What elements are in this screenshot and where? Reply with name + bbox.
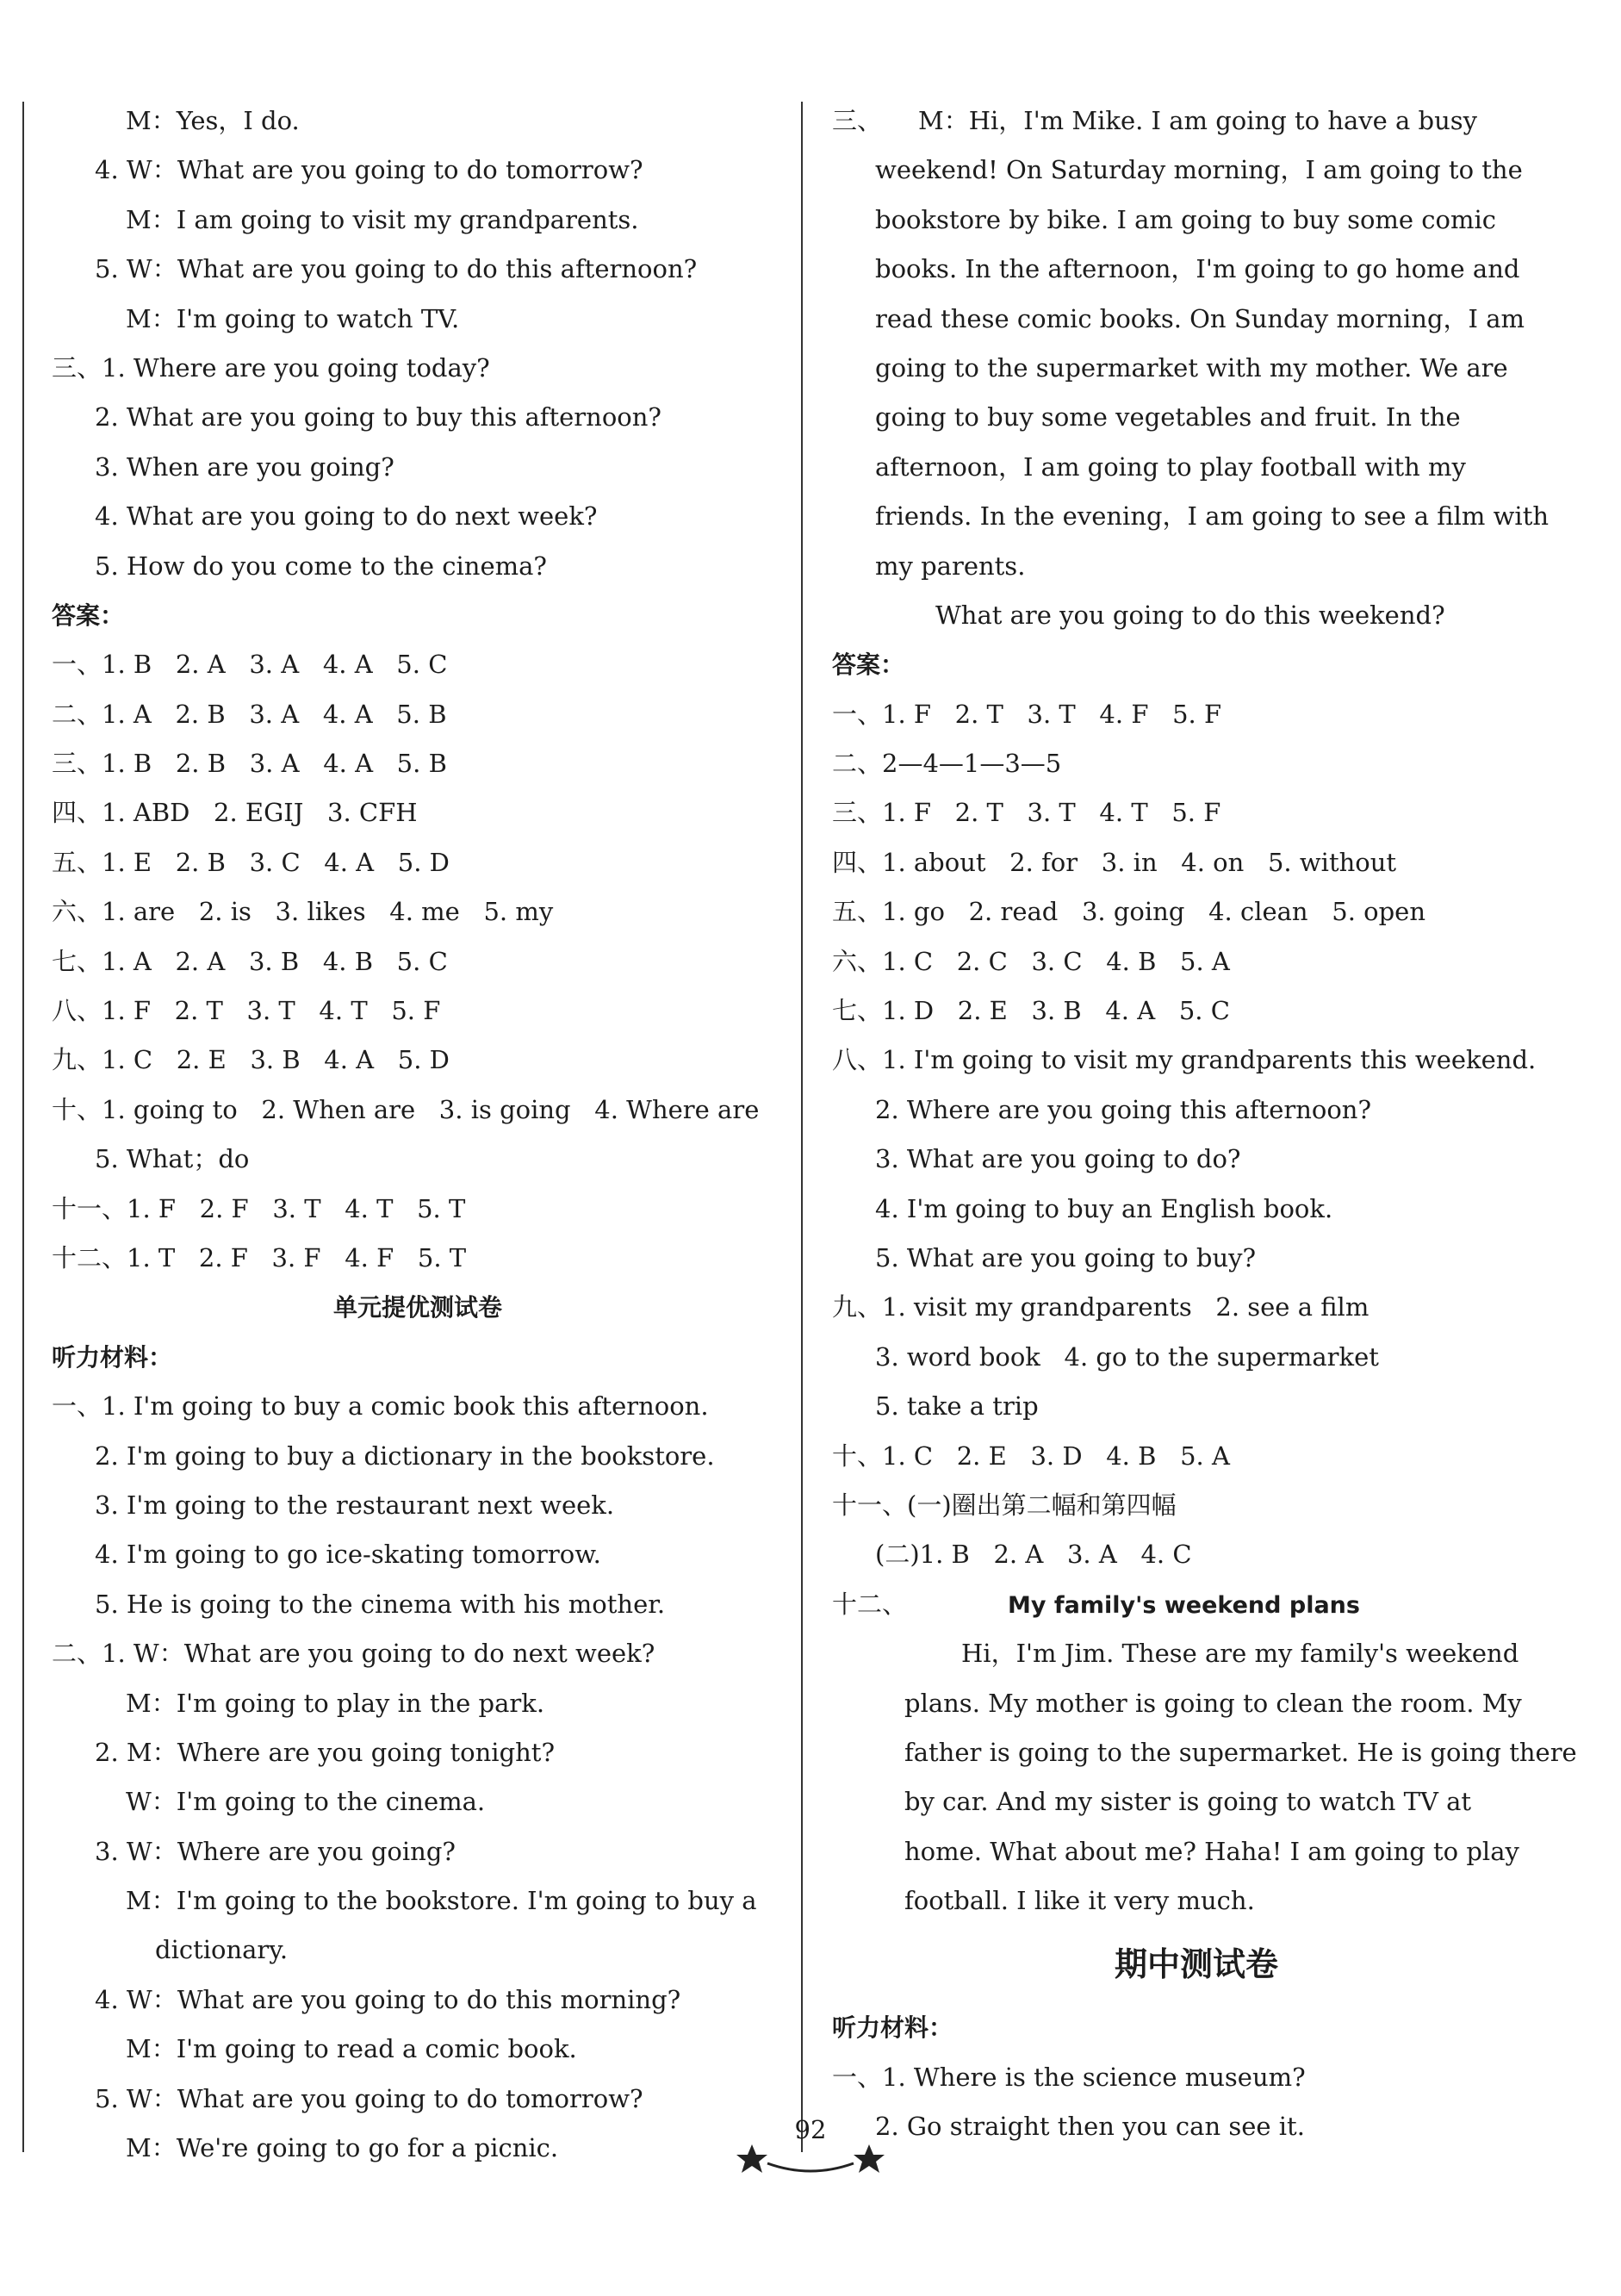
text-line: 4. What are you going to do next week?: [95, 501, 598, 532]
answer-line: 5. take a trip: [875, 1391, 1039, 1422]
answer-line: (二)1. B 2. A 3. A 4. C: [875, 1540, 1192, 1570]
essay-title: My family's weekend plans: [1008, 1591, 1360, 1619]
text-line: 3. I'm going to the restaurant next week.: [95, 1490, 615, 1520]
answer-line: 八、1. I'm going to visit my grandparents this weekend.: [832, 1045, 1537, 1075]
essay-line: by car. And my sister is going to watch TV at: [904, 1787, 1472, 1817]
text-line: M：I'm going to play in the park.: [126, 1688, 545, 1718]
page-footer: [0, 2115, 1621, 2182]
answer-line: 5. What；do: [95, 1144, 250, 1174]
text-line: M：I'm going to watch TV.: [126, 303, 460, 333]
text-line: 3. W：Where are you going?: [95, 1836, 456, 1866]
text-line: 2. I'm going to buy a dictionary in the bookstore.: [95, 1440, 715, 1471]
text-line: 4. I'm going to go ice-skating tomorrow.: [95, 1540, 601, 1570]
answer-line: 一、1. F 2. T 3. T 4. F 5. F: [832, 699, 1222, 729]
answer-line: 十二、1. T 2. F 3. F 4. F 5. T: [52, 1242, 467, 1272]
answer-line: 4. I'm going to buy an English book.: [875, 1193, 1333, 1223]
text-line: 5. He is going to the cinema with his mother.: [95, 1589, 666, 1619]
answer-line: 七、1. A 2. A 3. B 4. B 5. C: [52, 946, 448, 976]
passage-line: my parents.: [875, 551, 1026, 581]
text-line: 一、1. Where is the science museum?: [832, 2062, 1306, 2092]
text-line: W：I'm going to the cinema.: [126, 1787, 486, 1817]
essay-line: football. I like it very much.: [904, 1886, 1255, 1916]
answer-line: 四、1. ABD 2. EGIJ 3. CFH: [52, 798, 418, 828]
answer-line: 三、1. F 2. T 3. T 4. T 5. F: [832, 798, 1221, 828]
passage-line: bookstore by bike. I am going to buy some comic: [875, 204, 1497, 234]
answer-line: 十、1. going to 2. When are 3. is going 4. Where are: [52, 1094, 760, 1124]
passage-line: read these comic books. On Sunday morning，I am: [875, 303, 1525, 333]
passage-line: books. In the afternoon，I'm going to go home and: [875, 254, 1520, 284]
text-line: 二、1. W：What are you going to do next week?: [52, 1639, 655, 1669]
text-line: M：I'm going to the bookstore. I'm going to buy a: [126, 1886, 757, 1916]
listening-heading: 听力材料：: [52, 1342, 173, 1372]
answer-line: 九、1. visit my grandparents 2. see a film: [832, 1292, 1369, 1322]
answers-heading: 答案：: [52, 600, 125, 630]
text-line: 2. M：Where are you going tonight?: [95, 1737, 556, 1767]
right-column: [832, 96, 1577, 2152]
answer-line: 十、1. C 2. E 3. D 4. B 5. A: [832, 1440, 1230, 1471]
answer-line: 三、1. B 2. B 3. A 4. A 5. B: [52, 749, 447, 779]
answer-line: 一、1. B 2. A 3. A 4. A 5. C: [52, 650, 448, 680]
essay-line: home. What about me? Haha! I am going to play: [904, 1836, 1519, 1866]
text-line: 三、1. Where are you going today?: [52, 352, 490, 383]
answer-line: 六、1. are 2. is 3. likes 4. me 5. my: [52, 897, 554, 927]
answers-heading: 答案：: [832, 650, 905, 680]
section-title: 单元提优测试卷: [332, 1293, 502, 1322]
listening-heading: 听力材料：: [832, 2013, 953, 2043]
text-line: M：I'm going to read a comic book.: [126, 2034, 577, 2064]
answer-line: 3. word book 4. go to the supermarket: [875, 1341, 1379, 1372]
essay-line: Hi，I'm Jim. These are my family's weekend: [961, 1639, 1519, 1669]
answer-line: 2. Where are you going this afternoon?: [875, 1094, 1372, 1124]
answer-line: 3. What are you going to do?: [875, 1144, 1241, 1174]
text-line: M：Yes，I do.: [126, 106, 300, 135]
answer-line: 四、1. about 2. for 3. in 4. on 5. without: [832, 847, 1397, 877]
text-line: 5. W：What are you going to do tomorrow?: [95, 2083, 643, 2113]
passage-line: M：Hi，I'm Mike. I am going to have a busy: [918, 106, 1478, 135]
answer-line: 五、1. E 2. B 3. C 4. A 5. D: [52, 847, 450, 877]
answer-line: 八、1. F 2. T 3. T 4. T 5. F: [52, 996, 441, 1026]
text-line: M：We're going to go for a picnic.: [126, 2133, 559, 2163]
passage-line: weekend! On Saturday morning，I am going to the: [875, 155, 1523, 185]
passage-question: What are you going to do this weekend?: [935, 600, 1445, 630]
passage-line: friends. In the evening，I am going to see a film with: [875, 501, 1550, 532]
star-swoosh-icon: [733, 2141, 888, 2179]
answer-line: 九、1. C 2. E 3. B 4. A 5. D: [52, 1045, 450, 1075]
answer-line: 十一、1. F 2. F 3. T 4. T 5. T: [52, 1193, 466, 1223]
section-label: 十二、: [832, 1589, 908, 1619]
answer-line: 七、1. D 2. E 3. B 4. A 5. C: [832, 996, 1230, 1026]
text-line: 4. W：What are you going to do this morning?: [95, 1984, 681, 2014]
section-label: 三、: [832, 106, 883, 135]
answer-line: 六、1. C 2. C 3. C 4. B 5. A: [832, 946, 1230, 976]
text-line: 3. When are you going?: [95, 451, 394, 482]
essay-line: plans. My mother is going to clean the room. My: [904, 1688, 1522, 1718]
answer-line: 十一、(一)圈出第二幅和第四幅: [832, 1490, 1177, 1520]
text-line: 5. How do you come to the cinema?: [95, 551, 547, 581]
text-line: 2. What are you going to buy this afternoon?: [95, 402, 661, 432]
passage-line: going to buy some vegetables and fruit. In the: [875, 402, 1461, 432]
answer-line: 二、1. A 2. B 3. A 4. A 5. B: [52, 699, 447, 729]
text-line: 4. W：What are you going to do tomorrow?: [95, 155, 643, 185]
column-divider: [801, 102, 803, 2152]
answer-line: 5. What are you going to buy?: [875, 1242, 1257, 1272]
answer-line: 五、1. go 2. read 3. going 4. clean 5. open: [832, 897, 1426, 927]
text-line: 5. W：What are you going to do this afternoon?: [95, 254, 698, 284]
text-line: 一、1. I'm going to buy a comic book this afternoon.: [52, 1391, 709, 1422]
page-number: 92: [794, 2115, 827, 2144]
text-line: dictionary.: [155, 1935, 289, 1965]
left-margin-rule: [22, 102, 24, 2152]
text-line: M：I am going to visit my grandparents.: [126, 204, 639, 234]
text-line: 2. Go straight then you can see it.: [875, 2112, 1305, 2142]
essay-line: father is going to the supermarket. He is going there: [904, 1737, 1577, 1767]
passage-line: afternoon，I am going to play football with my: [875, 451, 1466, 482]
midterm-title: 期中测试卷: [1114, 1945, 1278, 1984]
text-line: [832, 1580, 1561, 1629]
left-column: [52, 96, 784, 2173]
answer-line: 二、2—4—1—3—5: [832, 749, 1062, 779]
passage-line: going to the supermarket with my mother. We are: [875, 352, 1508, 383]
text-line: [832, 96, 1561, 146]
